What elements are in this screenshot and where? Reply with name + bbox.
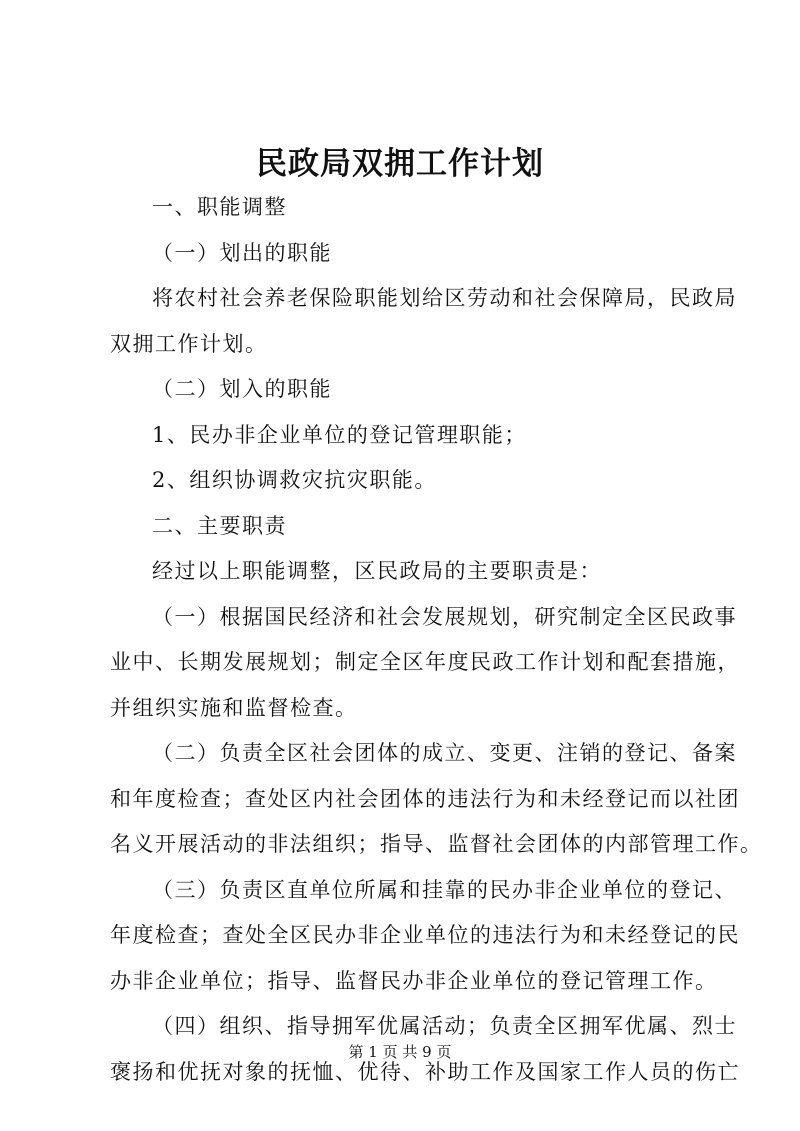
paragraph-line: 经过以上职能调整，区民政局的主要职责是： (152, 559, 602, 583)
document-body (110, 185, 763, 1095)
paragraph-line: 办非企业单位；指导、监督民办非企业单位的登记管理工作。 (110, 968, 718, 993)
paragraph-line: 名义开展活动的非法组织；指导、监督社会团体的内部管理工作。 (110, 832, 763, 856)
list-item: 2、组织协调救灾抗灾职能。 (152, 468, 437, 492)
paragraph-line: 业中、长期发展规划；制定全区年度民政工作计划和配套措施， (110, 650, 740, 674)
section-heading: 一、职能调整 (152, 195, 287, 219)
paragraph-line: 和年度检查；查处区内社会团体的违法行为和未经登记而以社团 (110, 786, 740, 811)
section-heading: 二、主要职责 (152, 513, 287, 538)
paragraph-line: （四）组织、指导拥军优属活动；负责全区拥军优属、烈士 (152, 1014, 737, 1038)
paragraph-line: 双拥工作计划。 (110, 331, 268, 356)
list-item: 1、民办非企业单位的登记管理职能； (152, 422, 527, 447)
paragraph-line: （一）根据国民经济和社会发展规划，研究制定全区民政事 (152, 604, 737, 629)
paragraph-line: 将农村社会养老保险职能划给区劳动和社会保障局，民政局 (152, 286, 737, 310)
paragraph-line: （二）负责全区社会团体的成立、变更、注销的登记、备案 (152, 741, 737, 765)
page-footer: 第 1 页 共 9 页 (348, 1043, 452, 1061)
paragraph-line: （三）负责区直单位所属和挂靠的民办非企业单位的登记、 (152, 877, 737, 902)
paragraph-line: 年度检查；查处全区民办非企业单位的违法行为和未经登记的民 (110, 923, 740, 947)
subsection-heading: （二）划入的职能 (152, 377, 332, 401)
paragraph-line: 并组织实施和监督检查。 (110, 695, 358, 720)
document-title: 民政局双拥工作计划 (256, 146, 544, 182)
paragraph-line: 褒扬和优抚对象的抚恤、优待、补助工作及国家工作人员的伤亡 (110, 1059, 740, 1084)
subsection-heading: （一）划出的职能 (152, 240, 332, 265)
